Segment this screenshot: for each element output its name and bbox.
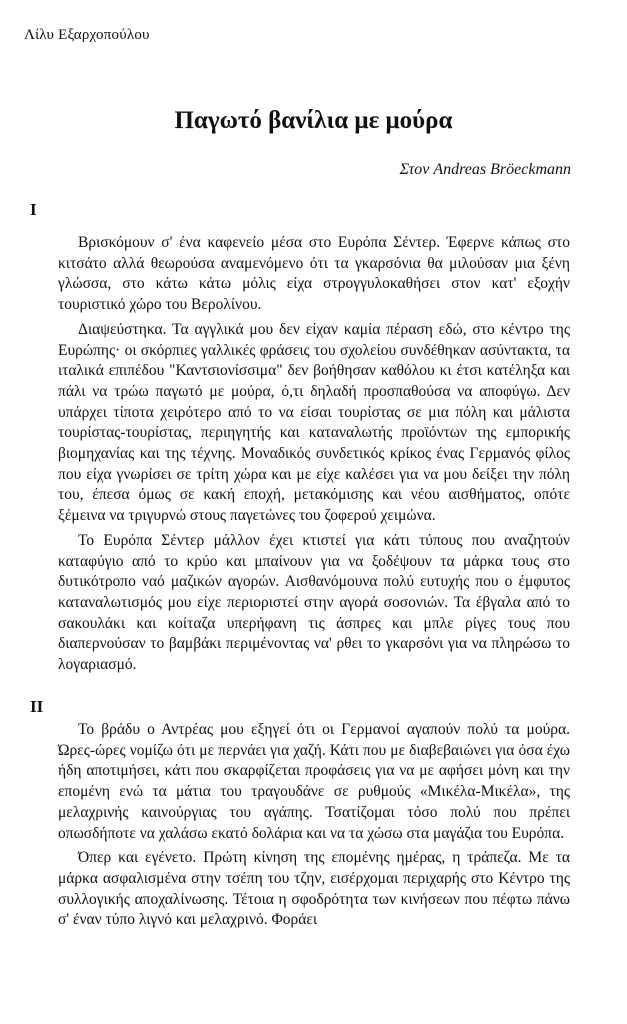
section-1-text [58,233,570,676]
paragraph: Διαψεύστηκα. Τα αγγλικά μου δεν είχαν καμία πέραση εδώ, στο κέντρο της Ευρώπης· οι σκόρπιες γαλλικές φράσεις του σχολείου συνδέθηκαν ασύντακτα, τα ιταλικά επιπέδου "Καντσιονίσσιμα" δεν βοήθησαν καθόλου κι έτσι κατέληξα και πάλι να τρώω παγωτό με μούρα, ό,τι δηλαδή προσπαθούσα να αποφύγω. Δεν υπάρχει τίποτα χειρότερο από το να είσαι τουρίστας σε μια πόλη και μάλιστα τουρίστας-τουρίστας, περιηγητής και καταναλωτής προϊόντων της εμπορικής βιομηχανίας και της τέχνης. Μοναδικός συνδετικός κρίκος ένας Γερμανός φίλος που είχα γνωρίσει σε τρίτη χώρα και με είχε καλέσει για να μου δείξει την πόλη του, έπεσα όμως σε κακή εποχή, μετακόμισης και νέου αισθήματος, οπότε ξέμεινα να τριγυρνώ στους παγετώνες του ζοφερού χειμώνα. [58,320,570,525]
story-title: Παγωτό βανίλια με μούρα [174,107,453,134]
paragraph: Το βράδυ ο Αντρέας μου εξηγεί ότι οι Γερμανοί αγαπούν πολύ τα μούρα. Ώρες-ώρες νομίζω ότι με περνάει για χαζή. Κάτι που με διαβεβαιώνει για όσα έχω ήδη αποτιμήσει, κάτι που σκαρφίζεται προφάσεις για να με αφήσει μόνη και την επομένη ενώ τα μάτια του τραγουδάνε σε ρυθμούς «Μικέλα-Μικέλα», της μελαχρινής καινούργιας του αγάπης. Τσατίζομαι τόσο πολύ που πρέπει οπωσδήποτε να χαλάσω εκατό δολάρια και να τα χώσω στα μαγάζια του Ευρόπα. [58,721,570,842]
running-header-author: Λίλυ Εξαρχοπούλου [24,27,150,43]
section-2-text [58,720,570,931]
paragraph: Όπερ και εγένετο. Πρώτη κίνηση της επομένης ημέρας, η τράπεζα. Με τα μάρκα ασφαλισμένα στην τσέπη του τζην, εισέρχομαι περιχαρής στο Κέντρο της συλλογικής αποχαλίνωσης. Τέτοια η σφοδρότητα των κινήσεων που πέφτω πάνω σ' έναν τύπο λιγνό και μελαχρινό. Φοράει [58,849,570,929]
section-numeral-2: II [30,697,44,716]
dedication: Στον Andreas Bröeckmann [399,161,571,178]
paragraph: Βρισκόμουν σ' ένα καφενείο μέσα στο Ευρόπα Σέντερ. Έφερνε κάπως στο κιτσάτο αλλά θεωρούσα αναμενόμενο ότι τα γκαρσόνια θα μιλούσαν μια ξένη γλώσσα, στο κάτω κάτω μόλις είχα στρογγυλοκαθήσει στον κατ' εξοχήν τουριστικό χώρο του Βερολίνου. [58,234,570,314]
section-numeral-1: I [30,200,37,219]
paragraph: Το Ευρόπα Σέντερ μάλλον έχει κτιστεί για κάτι τύπους που αναζητούν καταφύγιο από το κρύο και μπαίνουν για να ξοδέψουν τα μάρκα τους στο δυτικότροπο ναό μαζικών αγορών. Αισθανόμουνα πολύ ευτυχής που ο έμφυτος καταναλωτισμός μου είχε περιοριστεί στην αγορά σοσονιών. Τα έβγαλα από το σακουλάκι και κοίταζα υπερήφανη τις άσπρες και μπλε ρίγες τους που διαπερνούσαν το βαμβάκι περιμένοντας να' ρθει το γκαρσόνι για να πληρώσω το λογαριασμό. [58,531,570,674]
